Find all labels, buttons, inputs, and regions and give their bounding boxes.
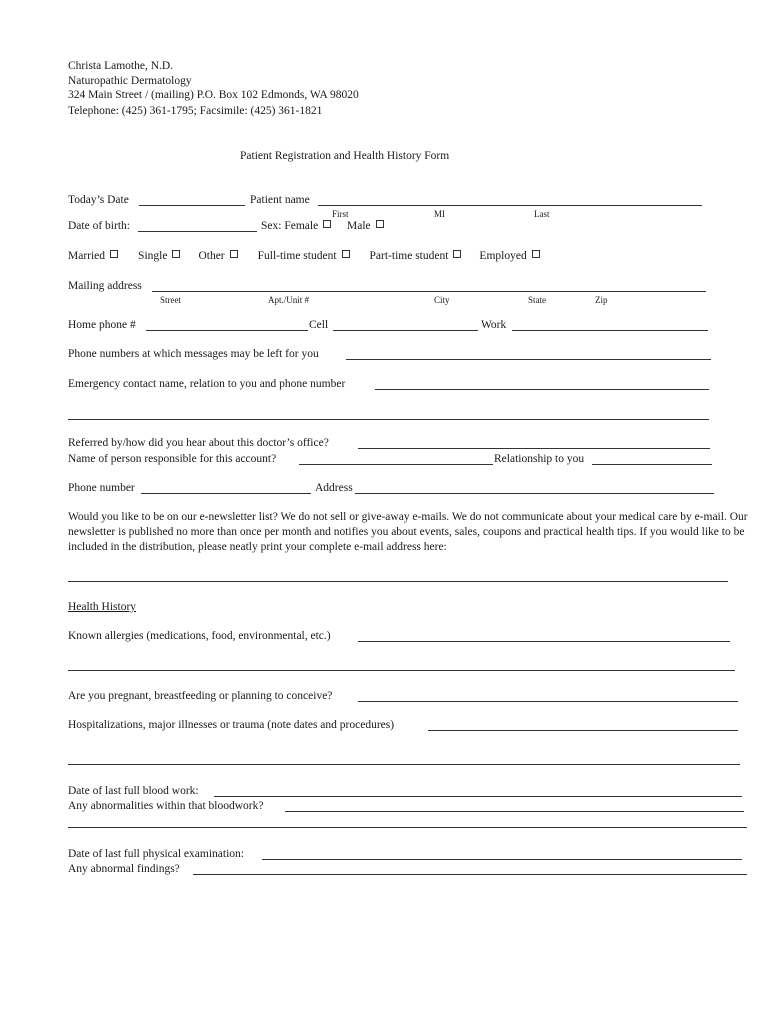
zip-caption: Zip [595,295,608,305]
married-option[interactable] [68,249,118,263]
cell-label: Cell [309,319,329,331]
abnormal-findings-label: Any abnormal findings? [68,863,180,875]
single-label: Single [138,250,168,262]
responsible-party-label: Name of person responsible for this account? [68,453,277,465]
fulltime-label: Full-time student [257,250,337,262]
responsible-address-field[interactable] [355,493,714,494]
male-checkbox[interactable] [376,220,384,228]
dob-field[interactable] [138,231,257,232]
patient-name-label: Patient name [250,194,310,206]
street-caption: Street [160,295,181,305]
todays-date-label: Today’s Date [68,194,129,206]
female-checkbox[interactable] [323,220,331,228]
fulltime-checkbox[interactable] [342,250,350,258]
doctor-name: Christa Lamothe, N.D. [68,60,174,72]
newsletter-paragraph: Would you like to be on our e-newsletter list? We do not sell or give-away e-mails. We do not communicate about your medical care by e-mail. Our newsletter is published no more than once per month and notifies you about events, sales, coupons and practical health tips. If you would like to be included in the distribution, please neatly print your complete e-mail address here: [68,511,748,553]
hospitalizations-field-2[interactable] [68,764,740,765]
female-label: Sex: Female [261,220,319,232]
patient-name-field[interactable] [318,205,702,206]
responsible-address-label: Address [315,482,353,494]
fulltime-option[interactable] [258,249,350,263]
bloodwork-date-label: Date of last full blood work: [68,785,199,797]
employed-option[interactable] [479,249,539,263]
bloodwork-abnormalities-field-2[interactable] [68,827,747,828]
responsible-party-field[interactable] [299,464,493,465]
responsible-phone-field[interactable] [141,493,311,494]
married-checkbox[interactable] [110,250,118,258]
parttime-option[interactable] [370,249,462,263]
allergies-label: Known allergies (medications, food, environmental, etc.) [68,630,331,642]
referred-by-field[interactable] [358,448,710,449]
allergies-field-2[interactable] [68,670,735,671]
city-caption: City [434,295,450,305]
first-name-caption: First [332,209,349,219]
home-phone-field[interactable] [146,330,308,331]
pregnancy-label: Are you pregnant, breastfeeding or planning to conceive? [68,690,333,702]
mailing-address-field[interactable] [152,291,706,292]
physical-date-field[interactable] [262,859,742,860]
other-option[interactable] [198,249,237,263]
parttime-label: Part-time student [369,250,449,262]
state-caption: State [528,295,546,305]
emergency-contact-label: Emergency contact name, relation to you and phone number [68,378,346,390]
practice-phone: Telephone: (425) 361-1795; Facsimile: (425) 361-1821 [68,105,323,117]
sex-male-option[interactable] [347,219,384,233]
abnormal-findings-field[interactable] [193,874,747,875]
bloodwork-abnormalities-field[interactable] [285,811,744,812]
form-title: Patient Registration and Health History Form [240,150,450,162]
apt-caption: Apt./Unit # [268,295,310,305]
employed-label: Employed [479,250,527,262]
sex-female-option[interactable] [261,219,331,233]
pregnancy-field[interactable] [358,701,738,702]
single-checkbox[interactable] [172,250,180,258]
practice-address: 324 Main Street / (mailing) P.O. Box 102 Edmonds, WA 98020 [68,89,359,101]
emergency-contact-field[interactable] [375,389,709,390]
work-label: Work [481,319,507,331]
message-phones-field[interactable] [346,359,711,360]
middle-initial-caption: MI [434,209,445,219]
last-name-caption: Last [534,209,550,219]
parttime-checkbox[interactable] [453,250,461,258]
practice-name: Naturopathic Dermatology [68,75,192,87]
other-checkbox[interactable] [230,250,238,258]
relationship-field[interactable] [592,464,712,465]
bloodwork-abnormalities-label: Any abnormalities within that bloodwork? [68,800,264,812]
referred-by-label: Referred by/how did you hear about this doctor’s office? [68,437,329,449]
employed-checkbox[interactable] [532,250,540,258]
hospitalizations-label: Hospitalizations, major illnesses or trauma (note dates and procedures) [68,719,395,731]
allergies-field[interactable] [358,641,730,642]
emergency-contact-field-2[interactable] [68,419,709,420]
responsible-phone-label: Phone number [68,482,135,494]
single-option[interactable] [138,249,180,263]
married-label: Married [68,250,106,262]
dob-label: Date of birth: [68,220,130,232]
home-phone-label: Home phone # [68,319,136,331]
work-field[interactable] [512,330,708,331]
status-options [68,249,562,263]
bloodwork-date-field[interactable] [214,796,742,797]
other-label: Other [198,250,225,262]
male-label: Male [347,220,371,232]
message-phones-label: Phone numbers at which messages may be left for you [68,348,319,360]
email-field[interactable] [68,581,728,582]
cell-field[interactable] [333,330,478,331]
mailing-address-label: Mailing address [68,280,142,292]
todays-date-field[interactable] [139,205,245,206]
health-history-heading: Health History [68,601,137,613]
physical-date-label: Date of last full physical examination: [68,848,244,860]
relationship-label: Relationship to you [494,453,585,465]
hospitalizations-field[interactable] [428,730,738,731]
